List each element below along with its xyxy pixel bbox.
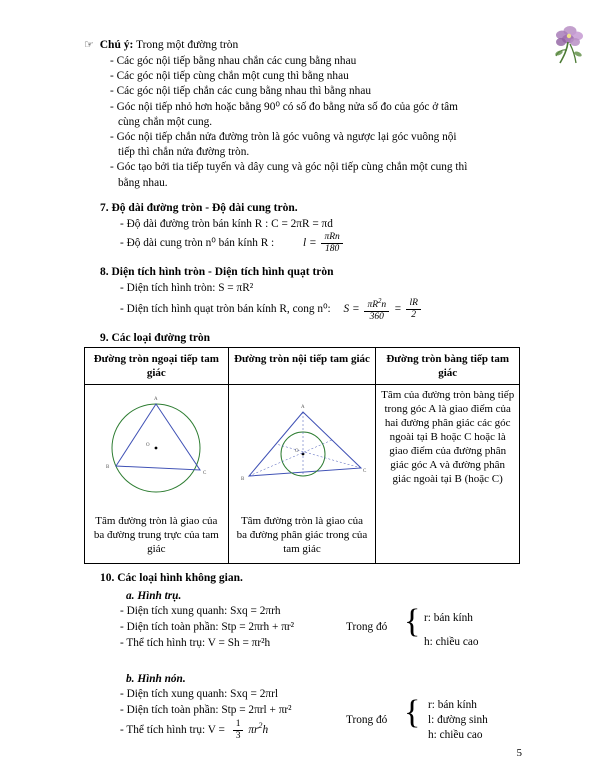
table-header-inscribed: Đường tròn nội tiếp tam giác: [228, 347, 376, 384]
note-intro: Trong một đường tròn: [135, 39, 239, 51]
svg-text:O: O: [146, 442, 150, 448]
flower-decoration-icon: [548, 22, 590, 66]
section-7-line-2: [84, 232, 520, 255]
subsection-label: b.: [126, 672, 135, 685]
section-title: Diện tích hình tròn - Diện tích hình quạt tròn: [111, 265, 334, 278]
cone-brace-icon: {: [404, 693, 421, 731]
cell-circumscribed: [85, 384, 229, 563]
section-title: Độ dài đường tròn - Độ dài cung tròn.: [111, 201, 298, 214]
cylinder-item-radius: r: bán kính: [424, 611, 473, 624]
svg-text:A: A: [154, 396, 158, 402]
table-header-circumscribed: Đường tròn ngoại tiếp tam giác: [85, 347, 229, 384]
page-number: 5: [516, 747, 522, 759]
inscribed-circle-figure: [233, 388, 372, 511]
subsection-name: Hình nón.: [137, 672, 186, 685]
cell-excircle: [376, 384, 520, 563]
cylinder-block: [84, 603, 520, 651]
section-heading-9: [84, 332, 520, 344]
note-line: tiếp thì chắn nửa đường tròn.: [118, 146, 250, 159]
note-block: [84, 38, 520, 191]
svg-text:C: C: [203, 470, 207, 476]
note-title: Chú ý:: [99, 39, 134, 51]
section-8-line-text: - Diện tích hình quạt tròn bán kính R, cong n⁰:: [120, 303, 331, 315]
note-line: - Góc nội tiếp chắn nửa đường tròn là góc vuông và ngược lại góc vuông nội: [110, 131, 457, 144]
caption-circumscribed: Tâm đường tròn là giao của ba đường trung trực của tam giác: [93, 514, 219, 555]
cone-volume-formula: $\frac{1}{3}$ $\pi r^2h$: [231, 724, 268, 736]
cone-trongdo-label: Trong đó: [346, 713, 388, 726]
cone-block: [84, 686, 520, 742]
section-title: Các loại đường tròn: [111, 331, 211, 344]
section-heading-10: [84, 572, 520, 584]
note-heading: [84, 38, 520, 53]
cone-line: - Diện tích xung quanh: Sxq = 2πrl: [120, 687, 278, 700]
cylinder-item-height: h: chiều cao: [424, 635, 479, 648]
cylinder-brace-icon: {: [404, 602, 421, 640]
cone-item-radius: r: bán kính: [428, 698, 477, 711]
section-heading-7: [84, 202, 520, 214]
circumscribed-circle-figure: [89, 388, 224, 511]
cone-line-text: - Thể tích hình trụ: V =: [120, 723, 225, 736]
note-line: - Các góc nội tiếp chắn các cung bằng nhau thì bằng nhau: [110, 85, 371, 98]
cone-line: - Diện tích toàn phần: Stp = 2πrl + πr²: [120, 703, 292, 716]
text-excircle: Tâm của đường tròn bàng tiếp trong góc A là giao điểm của hai đường phân giác các góc ngoài tại B hoặc C hoặc là giao điểm của đường phân giác góc A và đường phân giác ngoài tại B (hoặc C): [381, 388, 515, 485]
section-title: Các loại hình không gian.: [117, 571, 243, 584]
document-content: [84, 38, 520, 742]
cone-item-height: h: chiều cao: [428, 728, 483, 741]
cone-item-slant: l: đường sinh: [428, 713, 488, 726]
subsection-cylinder-title: [84, 590, 520, 602]
circles-table: [84, 347, 520, 564]
note-line: bằng nhau.: [118, 176, 168, 189]
cell-inscribed: [228, 384, 376, 563]
section-8-line: - Diện tích hình tròn: S = πR²: [120, 281, 254, 294]
subsection-name: Hình trụ.: [137, 589, 182, 602]
table-header-excircle: Đường tròn bàng tiếp tam giác: [376, 347, 520, 384]
cylinder-line: - Thể tích hình trụ: V = Sh = πr²h: [120, 636, 271, 649]
table-body-row: [85, 384, 520, 563]
svg-text:A: A: [300, 404, 305, 410]
section-7-line: - Độ dài đường tròn bán kính R : C = 2πR = πd: [120, 217, 333, 230]
section-number: 9.: [100, 331, 109, 344]
caption-inscribed: Tâm đường tròn là giao của ba đường phân giác trong của tam giác: [236, 514, 368, 555]
formula-arc-length: l = $\frac{\text{πRn}}{180}$: [303, 237, 345, 249]
cylinder-line: - Diện tích xung quanh: Sxq = 2πrh: [120, 604, 281, 617]
section-heading-8: [84, 266, 520, 278]
pointing-hand-icon: ☞: [84, 39, 94, 51]
svg-text:C: C: [362, 468, 366, 474]
note-line: - Góc tạo bởi tia tiếp tuyến và dây cung và góc nội tiếp cùng chắn một cung thì: [110, 161, 468, 174]
subsection-cone-title: [84, 673, 520, 685]
cylinder-trongdo-label: Trong đó: [346, 620, 388, 633]
section-number: 10.: [100, 571, 115, 584]
svg-text:B: B: [106, 464, 110, 470]
note-line: - Góc nội tiếp nhỏ hơn hoặc bằng 90⁰ có số đo bằng nửa số đo của góc ở tâm: [110, 100, 458, 113]
cylinder-line: - Diện tích toàn phần: Stp = 2πrh + πr²: [120, 620, 295, 633]
note-line: - Các góc nội tiếp cùng chắn một cung thì bằng nhau: [110, 70, 349, 83]
svg-text:O: O: [294, 448, 299, 454]
section-8-line-2: [84, 296, 520, 323]
svg-text:B: B: [240, 476, 244, 482]
section-number: 7.: [100, 201, 109, 214]
formula-sector-area: S = $\frac{\pi R^2n}{360}$ = $\frac{lR}{2}$: [344, 303, 423, 315]
note-line: - Các góc nội tiếp bằng nhau chắn các cung bằng nhau: [110, 55, 357, 67]
section-number: 8.: [100, 265, 109, 278]
table-header-row: [85, 347, 520, 384]
subsection-label: a.: [126, 589, 135, 602]
note-line: cùng chắn một cung.: [118, 115, 213, 128]
section-7-line-text: - Độ dài cung tròn n⁰ bán kính R :: [120, 236, 275, 249]
